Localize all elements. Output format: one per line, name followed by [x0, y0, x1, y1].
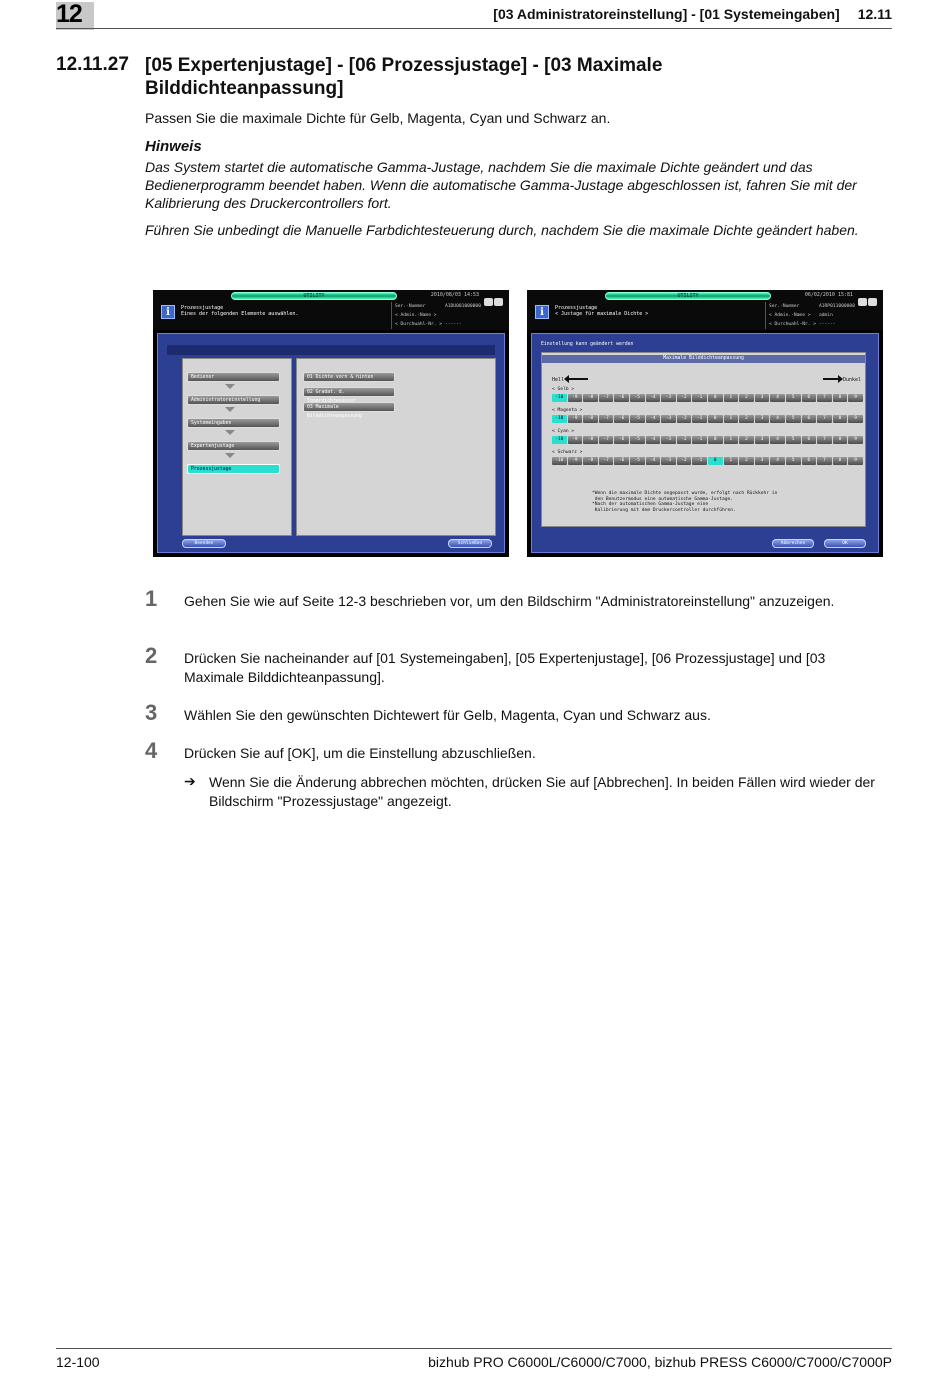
- machine-info: [391, 302, 481, 329]
- path-arrow-icon: [225, 430, 235, 435]
- info-icon: i: [161, 305, 175, 319]
- density-cell[interactable]: -4: [646, 415, 661, 423]
- options-panel: [296, 358, 496, 536]
- change-notice: Einstellung kann geändert werden: [541, 342, 634, 347]
- density-cell[interactable]: 1: [724, 415, 739, 423]
- info-label: Ser.-Nummer: [769, 304, 800, 309]
- screen-main-area: [157, 333, 505, 553]
- arrow-left-icon: [568, 378, 588, 380]
- section-number: 12.11.27: [56, 54, 129, 75]
- density-cell[interactable]: 5: [786, 415, 801, 423]
- density-cell[interactable]: -10: [552, 436, 567, 444]
- density-cell[interactable]: 2: [739, 394, 754, 402]
- density-cell[interactable]: -5: [630, 436, 645, 444]
- info-label: < Durchwahl-Nr. >: [769, 322, 817, 327]
- screen-icon[interactable]: [868, 298, 877, 306]
- path-step-system[interactable]: Systemeingaben: [187, 418, 280, 428]
- info-label: Ser.-Nummer: [395, 304, 426, 309]
- path-step-bediener[interactable]: Bediener: [187, 372, 280, 382]
- density-cell[interactable]: 0: [708, 457, 723, 465]
- density-cell[interactable]: -8: [583, 415, 598, 423]
- density-cell[interactable]: 4: [770, 457, 785, 465]
- density-cell[interactable]: 3: [755, 394, 770, 402]
- info-label: < Durchwahl-Nr. >: [395, 322, 443, 327]
- menu-path-panel: [182, 358, 292, 536]
- info-label: < Admin.-Name >: [769, 313, 811, 318]
- utility-tab[interactable]: UTILITY: [605, 292, 771, 300]
- path-step-admin[interactable]: Administratoreinstellung: [187, 395, 280, 405]
- density-cell[interactable]: -10: [552, 394, 567, 402]
- density-cell[interactable]: 1: [724, 394, 739, 402]
- note-heading: Hinweis: [145, 138, 202, 155]
- screen-top-bar: [527, 290, 883, 330]
- density-cell[interactable]: 6: [802, 415, 817, 423]
- density-cell[interactable]: -7: [599, 394, 614, 402]
- option-toner-density-sensor[interactable]: 02 Gradat. d.: [303, 387, 395, 397]
- density-cell[interactable]: 8: [833, 394, 848, 402]
- density-cell[interactable]: -8: [583, 457, 598, 465]
- info-value: A1DU001000000: [445, 304, 481, 309]
- cancel-button[interactable]: Abbrechen: [772, 539, 814, 548]
- density-cell[interactable]: 0: [708, 415, 723, 423]
- close-button[interactable]: Schließen: [448, 539, 492, 548]
- density-cell[interactable]: 5: [786, 436, 801, 444]
- page-number: 12-100: [56, 1354, 100, 1370]
- density-cell[interactable]: 9: [848, 457, 863, 465]
- density-cell[interactable]: -4: [646, 436, 661, 444]
- screen-message: Prozessjustage < Justage für maximale Dichte >: [555, 305, 649, 317]
- density-cell[interactable]: 9: [848, 436, 863, 444]
- screen-main-area: [531, 333, 879, 553]
- path-step-process[interactable]: Prozessjustage: [187, 464, 280, 474]
- density-cell[interactable]: -6: [614, 436, 629, 444]
- density-cell[interactable]: 4: [770, 394, 785, 402]
- screen-icon[interactable]: [494, 298, 503, 306]
- help-icon[interactable]: [858, 298, 867, 306]
- density-cell[interactable]: 7: [817, 394, 832, 402]
- density-cell[interactable]: -7: [599, 457, 614, 465]
- density-cell[interactable]: 0: [708, 394, 723, 402]
- density-cell[interactable]: -6: [614, 415, 629, 423]
- density-cell[interactable]: 2: [739, 436, 754, 444]
- option-density-front-back[interactable]: 01 Dichte vorn & hinten: [303, 372, 395, 382]
- density-cell[interactable]: 6: [802, 436, 817, 444]
- density-cell[interactable]: -2: [677, 436, 692, 444]
- density-panel: [541, 352, 866, 527]
- info-icon: i: [535, 305, 549, 319]
- section-intro: Passen Sie die maximale Dichte für Gelb, Magenta, Cyan und Schwarz an.: [145, 110, 611, 126]
- density-cell[interactable]: 3: [755, 457, 770, 465]
- note-paragraph-2: Führen Sie unbedingt die Manuelle Farbdichtesteuerung durch, nachdem Sie die maximale Dichte geändert haben.: [145, 222, 859, 238]
- density-cell[interactable]: -1: [692, 457, 707, 465]
- density-cell[interactable]: -5: [630, 415, 645, 423]
- utility-tab[interactable]: UTILITY: [231, 292, 397, 300]
- step-text: Wählen Sie den gewünschten Dichtewert für Gelb, Magenta, Cyan und Schwarz aus.: [184, 707, 711, 723]
- note-paragraph-1: Das System startet die automatische Gamma-Justage, nachdem Sie die maximale Dichte geändert und das Bedienerprogramm beendet haben. Wenn die automatische Gamma-Justage abgeschlossen ist, fahren Sie mit der Kalibrierung des Druckercontrollers fort.: [145, 159, 857, 211]
- density-cell[interactable]: 7: [817, 436, 832, 444]
- color-label-yellow: < Gelb >: [552, 387, 575, 392]
- density-cell[interactable]: -6: [614, 394, 629, 402]
- screenshot-process-adjustment: [153, 290, 509, 557]
- density-cell[interactable]: -7: [599, 436, 614, 444]
- header-rule: [56, 28, 892, 29]
- density-cell[interactable]: 8: [833, 415, 848, 423]
- info-value: ------: [819, 322, 836, 327]
- color-label-black: < Schwarz >: [552, 450, 583, 455]
- density-cell[interactable]: -5: [630, 457, 645, 465]
- density-cell[interactable]: -8: [583, 436, 598, 444]
- info-label: < Admin.-Name >: [395, 313, 437, 318]
- chapter-number: 12: [56, 0, 82, 28]
- step-number: 1: [145, 586, 158, 611]
- density-cell[interactable]: -2: [677, 394, 692, 402]
- density-cell[interactable]: -8: [583, 394, 598, 402]
- density-panel-title: Maximale Bilddichteanpassung: [542, 355, 865, 363]
- density-cell[interactable]: -5: [630, 394, 645, 402]
- density-cell[interactable]: -2: [677, 457, 692, 465]
- header-section-ref: 12.11: [857, 6, 892, 22]
- density-cell[interactable]: -3: [661, 457, 676, 465]
- result-text: Wenn Sie die Änderung abbrechen möchten, drücken Sie auf [Abbrechen]. In beiden Fällen wird wieder der Bildschirm "Prozessjustage" angezeigt.: [209, 774, 875, 809]
- ok-button[interactable]: OK: [824, 539, 866, 548]
- density-cell[interactable]: 2: [739, 457, 754, 465]
- density-cell[interactable]: -9: [568, 457, 583, 465]
- dark-label: Dunkel: [842, 377, 861, 383]
- density-cell[interactable]: 4: [770, 415, 785, 423]
- density-cell[interactable]: 9: [848, 415, 863, 423]
- density-cell[interactable]: -9: [568, 394, 583, 402]
- screen-datetime: 2010/08/03 14:53: [430, 292, 479, 298]
- density-cell[interactable]: 1: [724, 436, 739, 444]
- path-arrow-icon: [225, 407, 235, 412]
- density-cell[interactable]: 5: [786, 457, 801, 465]
- density-cell[interactable]: -2: [677, 415, 692, 423]
- density-cell[interactable]: 6: [802, 394, 817, 402]
- screen-top-bar: [153, 290, 509, 330]
- screen-datetime: 06/02/2010 15:81: [804, 292, 853, 298]
- machine-info: [765, 302, 855, 329]
- density-cell[interactable]: 4: [770, 436, 785, 444]
- exit-button[interactable]: Beenden: [182, 539, 226, 548]
- density-cell[interactable]: 0: [708, 436, 723, 444]
- step-number: 3: [145, 700, 158, 725]
- density-cell[interactable]: -1: [692, 394, 707, 402]
- option-max-image-density[interactable]: 03 Maximale Bilddichteanpassung: [303, 402, 395, 412]
- info-value: admin: [819, 313, 833, 318]
- top-icons: [857, 291, 879, 300]
- density-cell[interactable]: 9: [848, 394, 863, 402]
- density-cell[interactable]: 8: [833, 436, 848, 444]
- density-cell[interactable]: 7: [817, 415, 832, 423]
- light-label: Hell: [552, 377, 565, 383]
- density-cell[interactable]: -4: [646, 394, 661, 402]
- step-number: 4: [145, 738, 158, 763]
- help-icon[interactable]: [484, 298, 493, 306]
- density-cell[interactable]: 3: [755, 415, 770, 423]
- section-title: [05 Expertenjustage] - [06 Prozessjustage] - [03 Maximale Bilddichteanpassung]: [145, 55, 663, 99]
- screenshot-max-density: [527, 290, 883, 557]
- density-cell[interactable]: 3: [755, 436, 770, 444]
- density-row-black: [552, 457, 864, 465]
- density-cell[interactable]: -3: [661, 394, 676, 402]
- screen-message: Prozessjustage Eines der folgenden Elemente auswählen.: [181, 305, 299, 317]
- density-cell[interactable]: 7: [817, 457, 832, 465]
- density-cell[interactable]: -6: [614, 457, 629, 465]
- density-cell[interactable]: -7: [599, 415, 614, 423]
- screen-headline-bar: [167, 345, 495, 355]
- color-label-cyan: < Cyan >: [552, 429, 575, 434]
- density-cell[interactable]: -9: [568, 415, 583, 423]
- density-cell[interactable]: -4: [646, 457, 661, 465]
- density-cell[interactable]: 5: [786, 394, 801, 402]
- density-row-cyan: [552, 436, 864, 444]
- gamma-note: *Wenn die maximale Dichte angepasst wurde, erfolgt nach Rückkehr in den Benutzermodus eine automatische Gamma-Justage. *Nach der automatischen Gamma-Justage eine Kalibrierung mit dem Druckercontroller durchführen.: [592, 491, 778, 513]
- info-value: ------: [445, 322, 462, 327]
- step-number: 2: [145, 643, 158, 668]
- density-cell[interactable]: -9: [568, 436, 583, 444]
- density-cell[interactable]: -3: [661, 436, 676, 444]
- density-cell[interactable]: -10: [552, 415, 567, 423]
- footer-rule: [56, 1348, 892, 1349]
- density-cell[interactable]: -1: [692, 436, 707, 444]
- path-arrow-icon: [225, 384, 235, 389]
- density-cell[interactable]: -10: [552, 457, 567, 465]
- color-label-magenta: < Magenta >: [552, 408, 583, 413]
- info-value: A1RP011000000: [819, 304, 855, 309]
- path-arrow-icon: [225, 453, 235, 458]
- density-row-yellow: [552, 394, 864, 402]
- density-cell[interactable]: 6: [802, 457, 817, 465]
- step-text: Gehen Sie wie auf Seite 12-3 beschrieben vor, um den Bildschirm "Administratoreinstellung" anzuzeigen.: [184, 593, 835, 609]
- path-step-expert[interactable]: Expertenjustage: [187, 441, 280, 451]
- density-cell[interactable]: 1: [724, 457, 739, 465]
- result-arrow-icon: ➔: [184, 773, 196, 789]
- density-cell[interactable]: -3: [661, 415, 676, 423]
- density-cell[interactable]: -1: [692, 415, 707, 423]
- density-cell[interactable]: 2: [739, 415, 754, 423]
- running-header: [475, 6, 892, 22]
- density-cell[interactable]: 8: [833, 457, 848, 465]
- arrow-right-icon: [823, 378, 839, 380]
- top-icons: [483, 291, 505, 300]
- step-text: Drücken Sie auf [OK], um die Einstellung abzuschließen.: [184, 745, 536, 761]
- density-row-magenta: [552, 415, 864, 423]
- step-text: Drücken Sie nacheinander auf [01 Systemeingaben], [05 Expertenjustage], [06 Prozessjustage] und [03 Maximale Bilddichteanpassung].: [184, 650, 826, 685]
- product-name: bizhub PRO C6000L/C6000/C7000, bizhub PRESS C6000/C7000/C7000P: [428, 1354, 892, 1370]
- header-title: [03 Administratoreinstellung] - [01 Systemeingaben]: [493, 6, 840, 22]
